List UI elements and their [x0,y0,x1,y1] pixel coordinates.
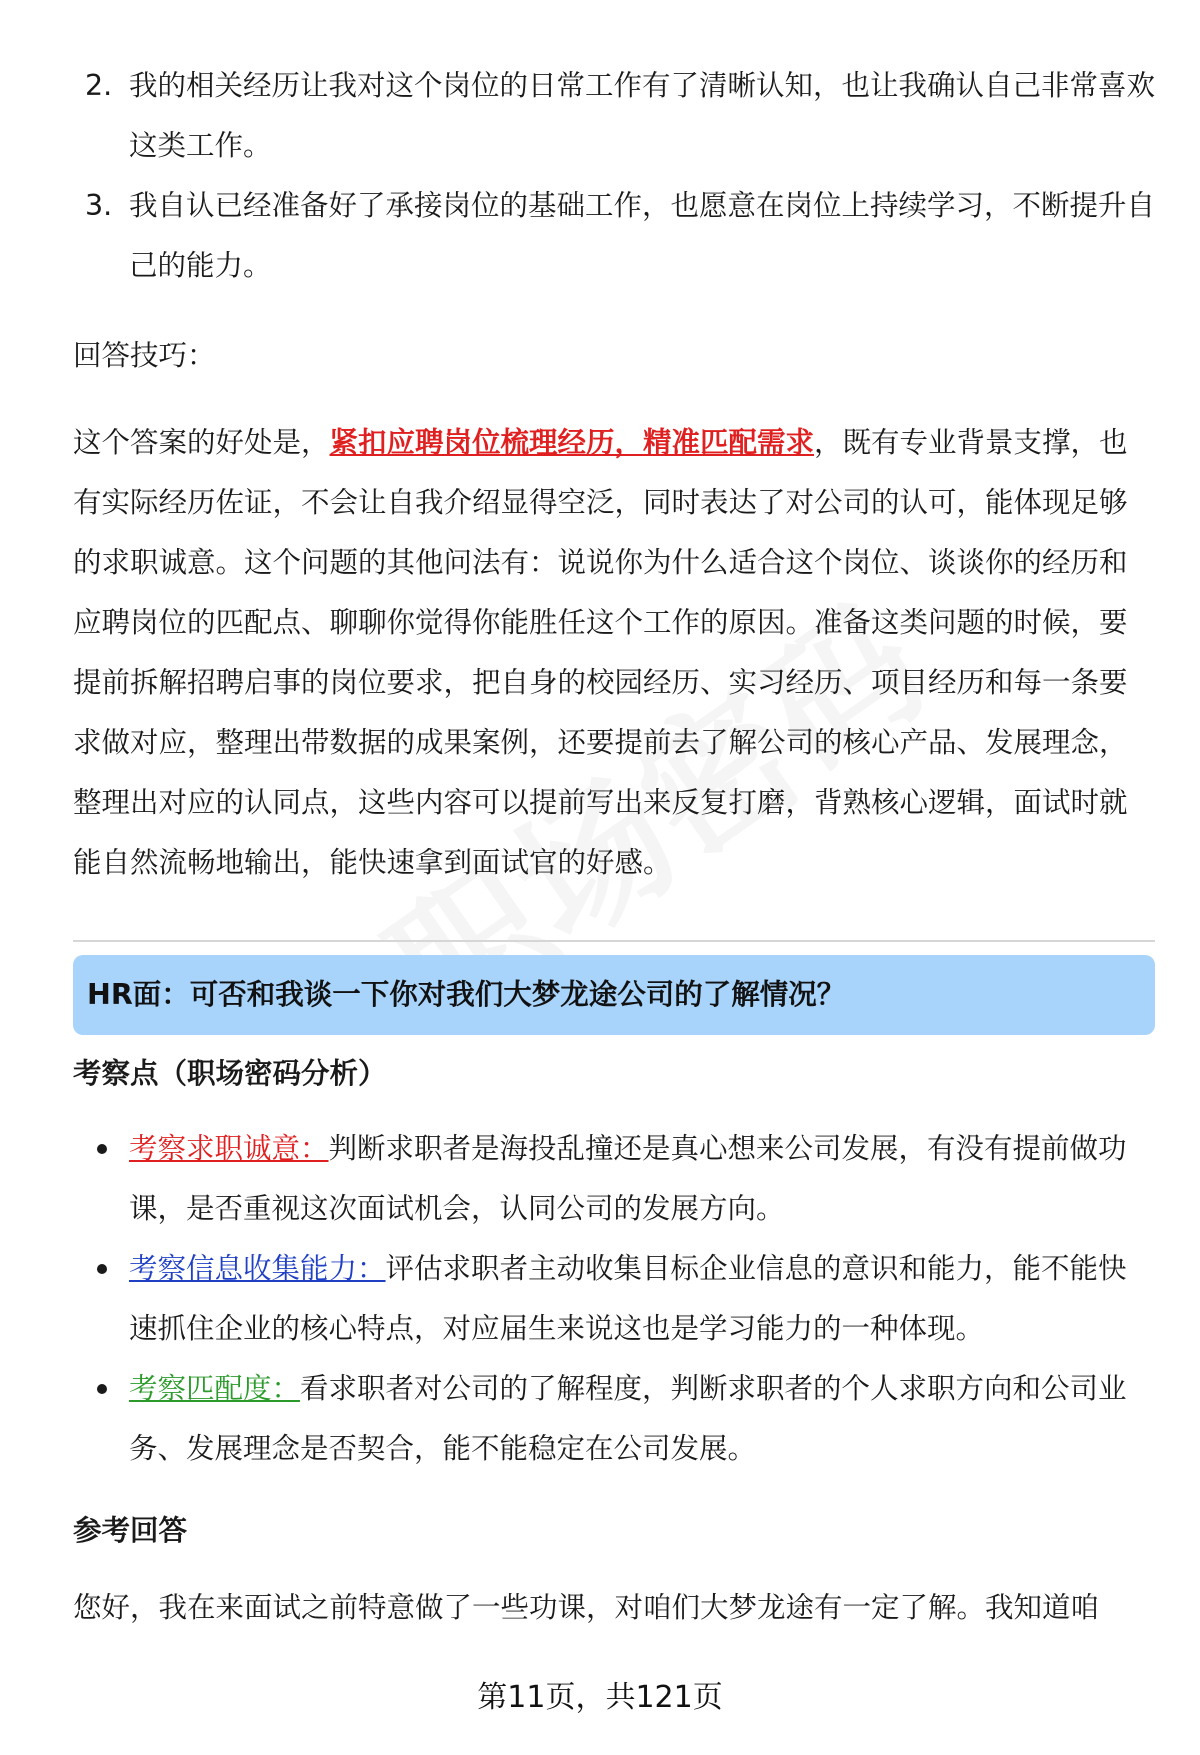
list-item-text: 我自认已经准备好了承接岗位的基础工作，也愿意在岗位上持续学习，不断提升自己的能力。 [129,189,1156,282]
bullet-text: 评估求职者主动收集目标企业信息的意识和能力，能不能快速抓住企业的核心特点，对应届生来说这也是学习能力的一种体现。 [129,1252,1127,1345]
list-item [73,56,1155,176]
tips-label: 回答技巧： [73,339,216,372]
list-item [73,1239,1155,1359]
bullet-text: 判断求职者是海投乱撞还是真心想来公司发展，有没有提前做功课，是否重视这次面试机会，认同公司的发展方向。 [129,1132,1127,1225]
bullet-dot-icon [97,1264,107,1274]
list-item [73,176,1155,296]
tips-emphasis: 紧扣应聘岗位梳理经历，精准匹配需求 [329,426,815,459]
bullet-dot-icon [97,1384,107,1394]
tips-intro: 这个答案的好处是， [73,426,330,459]
bullet-text: 看求职者对公司的了解程度，判断求职者的个人求职方向和公司业务、发展理念是否契合，能不能稳定在公司发展。 [129,1372,1127,1465]
list-item [73,1119,1155,1239]
reference-answer: 您好，我在来面试之前特意做了一些功课，对咱们大梦龙途有一定了解。我知道咱 [73,1591,1100,1624]
tips-paragraph [73,413,1155,893]
section-divider [73,940,1155,942]
kaocha-list [73,1119,1155,1479]
list-item-text: 我的相关经历让我对这个岗位的日常工作有了清晰认知，也让我确认自己非常喜欢这类工作。 [129,69,1156,162]
list-number: 2. [85,69,113,102]
bullet-label: 考察匹配度： [129,1372,301,1405]
bullet-label: 考察信息收集能力： [129,1252,386,1285]
bullet-label: 考察求职诚意： [129,1132,329,1165]
kaocha-heading: 考察点（职场密码分析） [73,1057,387,1090]
bullet-dot-icon [97,1144,107,1154]
list-item [73,1359,1155,1479]
numbered-list [73,56,1155,296]
tips-rest: ，既有专业背景支撑，也有实际经历佐证，不会让自我介绍显得空泛，同时表达了对公司的认可，能体现足够的求职诚意。这个问题的其他问法有：说说你为什么适合这个岗位、谈谈你的经历和应聘岗位的匹配点、聊聊你觉得你能胜任这个工作的原因。准备这类问题的时候，要提前拆解招聘启事的岗位要求，把自身的校园经历、实习经历、项目经历和每一条要求做对应，整理出带数据的成果案例，还要提前去了解公司的核心产品、发展理念，整理出对应的认同点，这些内容可以提前写出来反复打磨，背熟核心逻辑，面试时就能自然流畅地输出，能快速拿到面试官的好感。 [73,426,1128,879]
page-footer: 第11页，共121页 [477,1680,723,1715]
list-number: 3. [85,189,113,222]
reference-heading: 参考回答 [73,1514,188,1547]
question-banner: HR面：可否和我谈一下你对我们大梦龙途公司的了解情况？ [73,955,1155,1035]
